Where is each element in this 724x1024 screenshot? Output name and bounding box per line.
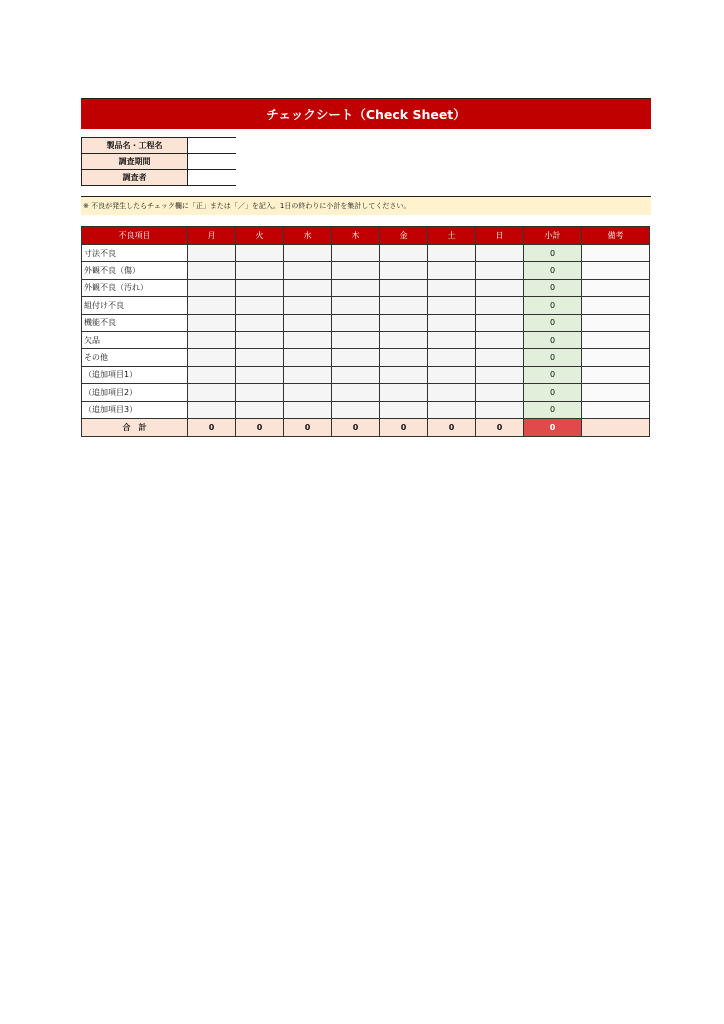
check-cell-thu[interactable] <box>332 245 380 262</box>
table-row <box>82 401 650 418</box>
defect-item-cell: その他 <box>82 349 188 366</box>
check-sheet-table <box>81 226 650 437</box>
info-table <box>81 137 236 186</box>
subtotal-cell: 0 <box>524 366 582 383</box>
surveyor-field[interactable] <box>188 170 237 186</box>
subtotal-cell: 0 <box>524 384 582 401</box>
table-row <box>82 297 650 314</box>
subtotal-cell: 0 <box>524 245 582 262</box>
check-cell-sun[interactable] <box>476 297 524 314</box>
defect-item-cell: 外観不良（傷） <box>82 262 188 279</box>
remarks-cell[interactable] <box>582 401 650 418</box>
defect-item-cell: （追加項目1） <box>82 366 188 383</box>
check-cell-fri[interactable] <box>380 314 428 331</box>
check-cell-fri[interactable] <box>380 245 428 262</box>
check-cell-sun[interactable] <box>476 279 524 296</box>
check-cell-mon[interactable] <box>188 245 236 262</box>
check-cell-mon[interactable] <box>188 331 236 348</box>
col-header-wed: 水 <box>284 227 332 245</box>
subtotal-cell: 0 <box>524 279 582 296</box>
col-header-thu: 木 <box>332 227 380 245</box>
info-row <box>82 170 237 186</box>
product-process-field[interactable] <box>188 138 237 154</box>
check-cell-sat[interactable] <box>428 262 476 279</box>
instruction-note: ※ 不良が発生したらチェック欄に「正」または「／」を記入。1日の終わりに小計を集計してください。 <box>81 196 651 215</box>
check-cell-wed[interactable] <box>284 349 332 366</box>
total-sun: 0 <box>476 418 524 436</box>
check-cell-mon[interactable] <box>188 366 236 383</box>
check-cell-thu[interactable] <box>332 297 380 314</box>
check-cell-tue[interactable] <box>236 401 284 418</box>
remarks-cell[interactable] <box>582 314 650 331</box>
table-row <box>82 314 650 331</box>
subtotal-cell: 0 <box>524 401 582 418</box>
check-cell-tue[interactable] <box>236 366 284 383</box>
check-cell-fri[interactable] <box>380 366 428 383</box>
check-cell-sat[interactable] <box>428 245 476 262</box>
check-cell-tue[interactable] <box>236 262 284 279</box>
check-cell-mon[interactable] <box>188 349 236 366</box>
remarks-cell[interactable] <box>582 279 650 296</box>
check-cell-sun[interactable] <box>476 331 524 348</box>
col-header-fri: 金 <box>380 227 428 245</box>
check-cell-sat[interactable] <box>428 349 476 366</box>
col-header-sun: 日 <box>476 227 524 245</box>
defect-item-cell: 寸法不良 <box>82 245 188 262</box>
check-cell-sat[interactable] <box>428 297 476 314</box>
total-remarks-cell <box>582 418 650 436</box>
product-process-label: 製品名・工程名 <box>82 138 188 154</box>
table-row <box>82 245 650 262</box>
check-cell-thu[interactable] <box>332 279 380 296</box>
check-cell-wed[interactable] <box>284 297 332 314</box>
table-row <box>82 349 650 366</box>
check-cell-wed[interactable] <box>284 245 332 262</box>
check-cell-sun[interactable] <box>476 366 524 383</box>
check-cell-tue[interactable] <box>236 245 284 262</box>
check-cell-sat[interactable] <box>428 279 476 296</box>
total-fri: 0 <box>380 418 428 436</box>
check-cell-thu[interactable] <box>332 401 380 418</box>
check-cell-tue[interactable] <box>236 349 284 366</box>
total-wed: 0 <box>284 418 332 436</box>
col-header-subtotal: 小計 <box>524 227 582 245</box>
info-row <box>82 154 237 170</box>
col-header-sat: 土 <box>428 227 476 245</box>
remarks-cell[interactable] <box>582 297 650 314</box>
check-cell-wed[interactable] <box>284 401 332 418</box>
check-cell-tue[interactable] <box>236 331 284 348</box>
table-row <box>82 262 650 279</box>
col-header-mon: 月 <box>188 227 236 245</box>
subtotal-cell: 0 <box>524 297 582 314</box>
remarks-cell[interactable] <box>582 366 650 383</box>
check-cell-thu[interactable] <box>332 384 380 401</box>
check-cell-sat[interactable] <box>428 401 476 418</box>
info-row <box>82 138 237 154</box>
check-cell-mon[interactable] <box>188 297 236 314</box>
check-cell-wed[interactable] <box>284 279 332 296</box>
check-cell-fri[interactable] <box>380 384 428 401</box>
check-cell-fri[interactable] <box>380 297 428 314</box>
subtotal-cell: 0 <box>524 314 582 331</box>
check-cell-fri[interactable] <box>380 401 428 418</box>
survey-period-label: 調査期間 <box>82 154 188 170</box>
check-cell-sat[interactable] <box>428 314 476 331</box>
subtotal-cell: 0 <box>524 262 582 279</box>
check-cell-fri[interactable] <box>380 349 428 366</box>
col-header-tue: 火 <box>236 227 284 245</box>
check-cell-sun[interactable] <box>476 245 524 262</box>
check-cell-tue[interactable] <box>236 314 284 331</box>
total-thu: 0 <box>332 418 380 436</box>
check-cell-thu[interactable] <box>332 366 380 383</box>
check-cell-sat[interactable] <box>428 384 476 401</box>
total-row <box>82 418 650 436</box>
check-cell-tue[interactable] <box>236 297 284 314</box>
defect-item-cell: （追加項目3） <box>82 401 188 418</box>
check-cell-mon[interactable] <box>188 279 236 296</box>
defect-item-cell: 外観不良（汚れ） <box>82 279 188 296</box>
check-cell-tue[interactable] <box>236 279 284 296</box>
defect-item-cell: 欠品 <box>82 331 188 348</box>
table-body <box>82 245 650 437</box>
check-cell-sun[interactable] <box>476 314 524 331</box>
check-cell-fri[interactable] <box>380 279 428 296</box>
check-cell-wed[interactable] <box>284 262 332 279</box>
remarks-cell[interactable] <box>582 262 650 279</box>
grand-total: 0 <box>524 418 582 436</box>
check-cell-thu[interactable] <box>332 314 380 331</box>
check-cell-mon[interactable] <box>188 384 236 401</box>
total-label: 合 計 <box>82 418 188 436</box>
check-cell-thu[interactable] <box>332 262 380 279</box>
subtotal-cell: 0 <box>524 331 582 348</box>
defect-item-cell: 組付け不良 <box>82 297 188 314</box>
check-cell-wed[interactable] <box>284 384 332 401</box>
table-row <box>82 366 650 383</box>
total-sat: 0 <box>428 418 476 436</box>
remarks-cell[interactable] <box>582 245 650 262</box>
defect-item-cell: （追加項目2） <box>82 384 188 401</box>
table-row <box>82 384 650 401</box>
check-cell-sat[interactable] <box>428 366 476 383</box>
check-cell-sat[interactable] <box>428 331 476 348</box>
check-cell-sun[interactable] <box>476 262 524 279</box>
check-cell-fri[interactable] <box>380 262 428 279</box>
remarks-cell[interactable] <box>582 331 650 348</box>
check-cell-thu[interactable] <box>332 331 380 348</box>
col-header-item: 不良項目 <box>82 227 188 245</box>
surveyor-label: 調査者 <box>82 170 188 186</box>
check-cell-sun[interactable] <box>476 401 524 418</box>
subtotal-cell: 0 <box>524 349 582 366</box>
table-row <box>82 279 650 296</box>
check-cell-wed[interactable] <box>284 366 332 383</box>
total-tue: 0 <box>236 418 284 436</box>
check-cell-mon[interactable] <box>188 401 236 418</box>
defect-item-cell: 機能不良 <box>82 314 188 331</box>
check-cell-mon[interactable] <box>188 314 236 331</box>
remarks-cell[interactable] <box>582 384 650 401</box>
check-cell-fri[interactable] <box>380 331 428 348</box>
total-mon: 0 <box>188 418 236 436</box>
check-cell-wed[interactable] <box>284 331 332 348</box>
check-cell-mon[interactable] <box>188 262 236 279</box>
check-cell-sun[interactable] <box>476 349 524 366</box>
survey-period-field[interactable] <box>188 154 237 170</box>
check-cell-thu[interactable] <box>332 349 380 366</box>
remarks-cell[interactable] <box>582 349 650 366</box>
col-header-remarks: 備考 <box>582 227 650 245</box>
header-row <box>82 227 650 245</box>
sheet-title: チェックシート（Check Sheet） <box>81 98 651 129</box>
check-cell-wed[interactable] <box>284 314 332 331</box>
table-row <box>82 331 650 348</box>
check-cell-tue[interactable] <box>236 384 284 401</box>
check-cell-sun[interactable] <box>476 384 524 401</box>
